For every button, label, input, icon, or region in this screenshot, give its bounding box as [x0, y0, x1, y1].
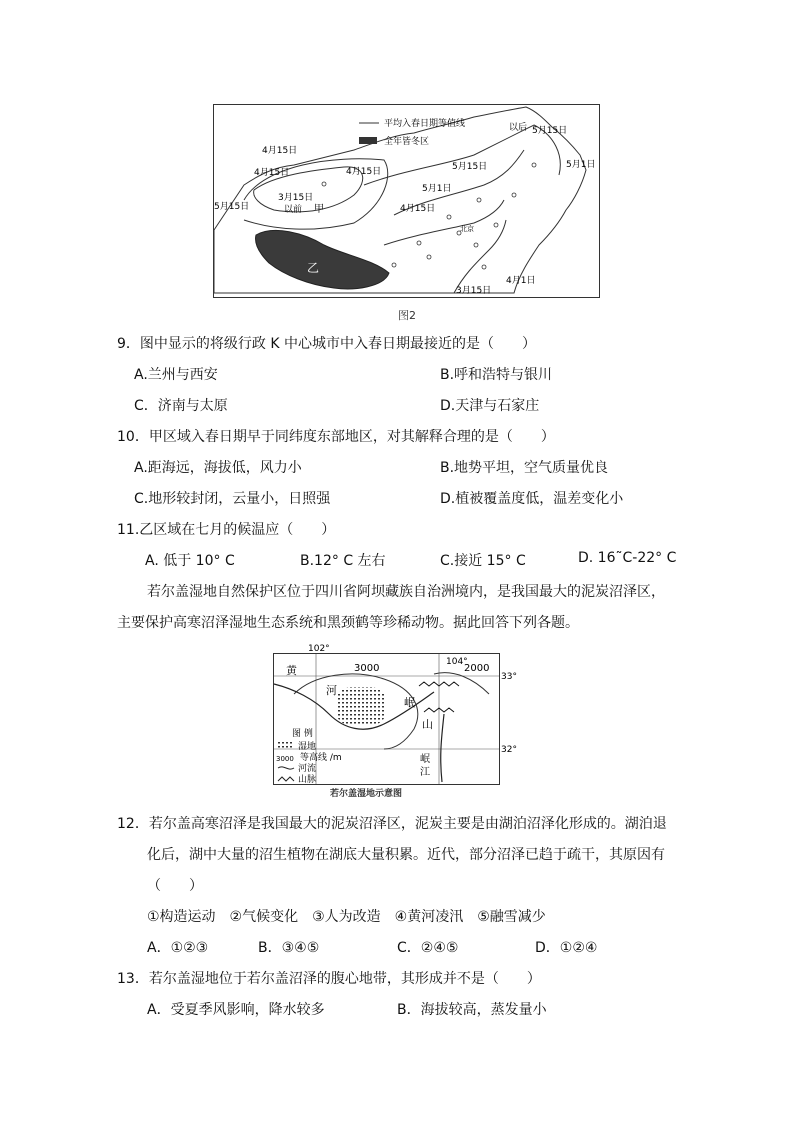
q13-option-a[interactable]: A．受夏季风影响，降水较多 — [147, 1002, 325, 1018]
min-river — [441, 714, 444, 782]
wetland-area — [336, 687, 386, 725]
figure2-caption: 图2 — [398, 309, 416, 322]
legend-river-icon — [278, 767, 294, 769]
q12-option-c[interactable]: C．②④⑤ — [397, 940, 459, 956]
legend-mountain-icon — [278, 777, 294, 781]
map2-legend-contour: 等高线 /m — [300, 753, 342, 763]
city-markers — [322, 163, 536, 269]
map-label-may1-e: 5月1日 — [566, 160, 596, 170]
map2-lon-102: 102° — [308, 644, 330, 654]
map2-label-shan: 山 — [422, 718, 433, 731]
map-label-apr15-c: 4月15日 — [346, 167, 382, 177]
q9-option-d[interactable]: D.天津与石家庄 — [440, 398, 540, 414]
map2-label-he: 河 — [326, 684, 337, 697]
map2-lat-32: 32° — [501, 745, 517, 755]
zoige-map-caption: 若尔盖湿地示意图 — [330, 789, 403, 799]
map2-lat-33: 33° — [501, 672, 517, 682]
q11-option-b[interactable]: B.12° C 左右 — [300, 553, 386, 569]
map2-contour-2000-label: 2000 — [464, 663, 490, 674]
map-label-apr15-b: 4月15日 — [254, 168, 290, 178]
q12-stem-line-2: 化后，湖中大量的沼生植物在湖底大量积累。近代，部分沼泽已趋于疏干，其原因有 — [147, 847, 665, 863]
map2-contour-3000-label: 3000 — [354, 663, 380, 674]
q11-stem: 11.乙区域在七月的候温应（ ） — [117, 522, 336, 538]
map-label-may15-w: 5月15日 — [214, 202, 250, 212]
spring-onset-map — [213, 104, 600, 298]
q10-option-c[interactable]: C.地形较封闭，云量小，日照强 — [134, 491, 331, 507]
q10-option-a[interactable]: A.距海远，海拔低，风力小 — [134, 460, 302, 476]
map-label-beijing: 北京 — [460, 225, 474, 233]
intro-line-1: 若尔盖湿地自然保护区位于四川省阿坝藏族自治洲境内，是我国最大的泥炭沼泽区， — [147, 584, 665, 600]
map2-legend-contour-value: 3000 — [276, 755, 294, 763]
map2-legend-title: 图 例 — [292, 729, 313, 739]
legend-wetland-swatch — [278, 741, 292, 749]
map2-legend-river: 河流 — [298, 764, 317, 774]
map-label-yi: 乙 — [307, 261, 320, 275]
isoline-may15 — [364, 125, 560, 185]
q11-option-c[interactable]: C.接近 15° C — [440, 553, 526, 569]
q12-items: ①构造运动 ②气候变化 ③人为改造 ④黄河凌汛 ⑤融雪减少 — [147, 909, 546, 925]
map-label-apr15-a: 4月15日 — [262, 146, 298, 156]
q9-option-c[interactable]: C．济南与太原 — [134, 398, 228, 414]
q11-option-d[interactable]: D. 16˜C-22° C — [578, 550, 677, 566]
spring-onset-map-drawing — [214, 105, 599, 297]
china-outline — [214, 107, 586, 293]
map-label-yiqian: 以前 — [284, 205, 303, 215]
map-label-yihou: 以后 — [509, 123, 528, 133]
q11-option-a[interactable]: A. 低于 10° C — [145, 553, 235, 569]
all-year-winter-region — [256, 230, 389, 288]
q10-option-b[interactable]: B.地势平坦，空气质量优良 — [440, 460, 609, 476]
q13-option-b[interactable]: B．海拔较高，蒸发量小 — [397, 1002, 547, 1018]
legend-winter-swatch — [359, 137, 377, 144]
map2-lon-104: 104° — [446, 657, 468, 667]
q12-option-d[interactable]: D．①②④ — [535, 940, 598, 956]
map2-label-min: 岷 — [404, 696, 415, 709]
map-label-jia: 甲 — [314, 204, 324, 215]
intro-line-2: 主要保护高寒沼泽湿地生态系统和黑颈鹤等珍稀动物。据此回答下列各题。 — [117, 615, 579, 631]
map-label-apr15-m: 4月15日 — [400, 204, 436, 214]
zoige-wetland-map — [273, 644, 517, 785]
map-label-may1-m: 5月1日 — [422, 184, 452, 194]
legend-isoline-label: 平均入春日期等值线 — [384, 119, 466, 129]
q9-option-a[interactable]: A.兰州与西安 — [134, 367, 218, 383]
legend-winter-label: 全年皆冬区 — [384, 137, 430, 147]
q9-stem: 9．图中显示的将级行政 K 中心城市中入春日期最接近的是（ ） — [117, 336, 536, 352]
map-label-apr1: 4月1日 — [506, 276, 536, 286]
q9-option-b[interactable]: B.呼和浩特与银川 — [440, 367, 553, 383]
map2-legend-mountain: 山脉 — [298, 775, 317, 785]
q10-stem: 10．甲区域入春日期早于同纬度东部地区，对其解释合理的是（ ） — [117, 429, 555, 445]
map-label-may15-ne: 5月15日 — [532, 126, 568, 136]
map-label-mar15-s: 3月15日 — [456, 286, 492, 296]
map-label-mar15: 3月15日 — [278, 193, 314, 203]
q12-stem-line-3: （ ） — [147, 878, 203, 894]
q12-option-b[interactable]: B．③④⑤ — [258, 940, 320, 956]
q12-stem-line-1: 12．若尔盖高寒沼泽是我国最大的泥炭沼泽区，泥炭主要是由湖泊沼泽化形成的。湖泊退 — [117, 816, 667, 832]
map2-label-minjiang-2: 江 — [420, 767, 430, 778]
q13-stem: 13．若尔盖湿地位于若尔盖沼泽的腹心地带，其形成并不是（ ） — [117, 971, 541, 987]
map2-label-minjiang-1: 岷 — [420, 754, 430, 765]
q10-option-d[interactable]: D.植被覆盖度低，温差变化小 — [440, 491, 624, 507]
map-label-may15-c: 5月15日 — [452, 162, 488, 172]
map2-label-huang: 黄 — [286, 664, 297, 677]
zoige-map-drawing — [274, 644, 517, 785]
map2-legend-wetland: 湿地 — [298, 742, 317, 752]
q12-option-a[interactable]: A．①②③ — [147, 940, 209, 956]
